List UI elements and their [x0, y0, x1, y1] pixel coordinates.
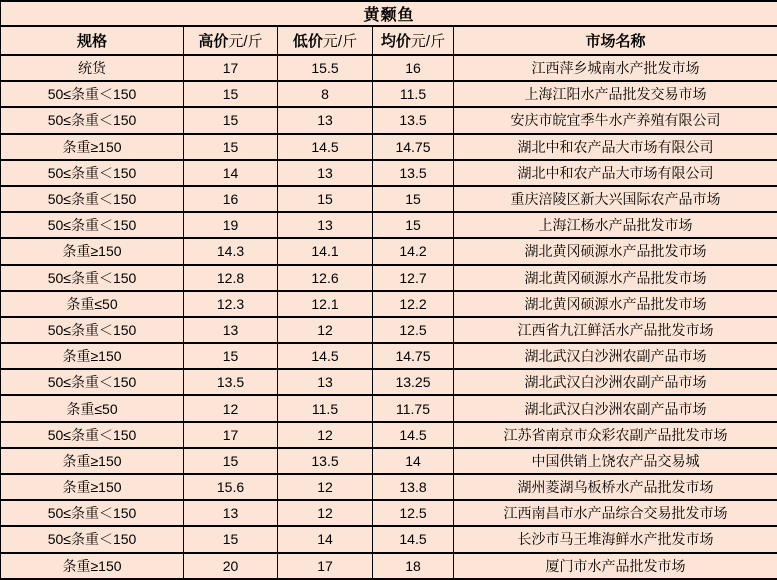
low-price-cell: 13: [278, 107, 373, 133]
column-header-spec-label: 规格: [76, 33, 107, 50]
high-price-cell: 15.6: [184, 474, 278, 500]
table-header-row: [1, 26, 777, 55]
column-header-low-price: [278, 26, 373, 55]
market-name-cell: 重庆涪陵区新大兴国际农产品市场: [454, 186, 777, 212]
low-price-cell: 13: [278, 369, 373, 395]
avg-price-cell: 14: [373, 448, 454, 474]
high-price-cell: 13: [184, 500, 278, 526]
avg-price-cell: 14.5: [373, 422, 454, 448]
column-header-avg-price-label: 均价: [380, 33, 411, 50]
low-price-cell: 14.5: [278, 343, 373, 369]
avg-price-cell: 13.5: [373, 160, 454, 186]
high-price-cell: 15: [184, 343, 278, 369]
table-row: [1, 186, 777, 212]
avg-price-cell: 16: [373, 55, 454, 81]
low-price-cell: 15: [278, 186, 373, 212]
low-price-cell: 12: [278, 317, 373, 343]
low-price-cell: 14: [278, 526, 373, 552]
market-name-cell: 上海江阳水产品批发交易市场: [454, 81, 777, 107]
table-row: [1, 265, 777, 291]
low-price-cell: 17: [278, 553, 373, 579]
spec-cell: 条重≥150: [1, 238, 184, 264]
table-row: [1, 369, 777, 395]
low-price-cell: 12.6: [278, 265, 373, 291]
avg-price-cell: 13.5: [373, 107, 454, 133]
avg-price-cell: 15: [373, 186, 454, 212]
high-price-cell: 15: [184, 134, 278, 160]
table-row: [1, 448, 777, 474]
high-price-cell: 15: [184, 448, 278, 474]
table-row: [1, 474, 777, 500]
low-price-cell: 13.5: [278, 448, 373, 474]
high-price-cell: 17: [184, 422, 278, 448]
market-name-cell: 湖北武汉白沙洲农副产品市场: [454, 395, 777, 421]
spec-cell: 条重≥150: [1, 448, 184, 474]
spec-cell: 50≤条重＜150: [1, 369, 184, 395]
spec-cell: 50≤条重＜150: [1, 265, 184, 291]
column-header-high-price-label: 高价: [198, 33, 229, 50]
table-row: [1, 317, 777, 343]
low-price-cell: 12: [278, 500, 373, 526]
column-header-high-price: [184, 26, 278, 55]
high-price-cell: 17: [184, 55, 278, 81]
table-row: [1, 291, 777, 317]
low-price-cell: 13: [278, 212, 373, 238]
low-price-cell: 12: [278, 422, 373, 448]
avg-price-cell: 15: [373, 212, 454, 238]
low-price-cell: 11.5: [278, 395, 373, 421]
table-row: [1, 160, 777, 186]
market-name-cell: 湖北中和农产品大市场有限公司: [454, 134, 777, 160]
market-name-cell: 湖北黄冈硕源水产品批发市场: [454, 291, 777, 317]
avg-price-cell: 12.7: [373, 265, 454, 291]
high-price-cell: 12.8: [184, 265, 278, 291]
market-name-cell: 湖州菱湖乌板桥水产品批发市场: [454, 474, 777, 500]
market-name-cell: 湖北武汉白沙洲农副产品市场: [454, 343, 777, 369]
table-row: [1, 526, 777, 552]
spec-cell: 统货: [1, 55, 184, 81]
spec-cell: 50≤条重＜150: [1, 500, 184, 526]
high-price-cell: 15: [184, 81, 278, 107]
low-price-cell: 8: [278, 81, 373, 107]
high-price-cell: 13: [184, 317, 278, 343]
high-price-cell: 15: [184, 526, 278, 552]
spec-cell: 50≤条重＜150: [1, 317, 184, 343]
market-name-cell: 湖北武汉白沙洲农副产品市场: [454, 369, 777, 395]
spec-cell: 条重≥150: [1, 343, 184, 369]
column-header-market-name: [454, 26, 777, 55]
column-header-avg-price: [373, 26, 454, 55]
spec-cell: 条重≥150: [1, 134, 184, 160]
column-header-avg-price-unit: 元/斤: [410, 33, 446, 50]
spec-cell: 条重≤50: [1, 395, 184, 421]
market-name-cell: 厦门市水产品批发市场: [454, 553, 777, 579]
spec-cell: 50≤条重＜150: [1, 186, 184, 212]
market-name-cell: 湖北中和农产品大市场有限公司: [454, 160, 777, 186]
table-row: [1, 343, 777, 369]
avg-price-cell: 11.5: [373, 81, 454, 107]
low-price-cell: 14.1: [278, 238, 373, 264]
table-row: [1, 107, 777, 133]
high-price-cell: 19: [184, 212, 278, 238]
column-header-low-price-unit: 元/斤: [322, 33, 358, 50]
spec-cell: 50≤条重＜150: [1, 212, 184, 238]
spec-cell: 条重≥150: [1, 553, 184, 579]
spec-cell: 条重≤50: [1, 291, 184, 317]
spec-cell: 条重≥150: [1, 474, 184, 500]
table-row: [1, 553, 777, 579]
high-price-cell: 14: [184, 160, 278, 186]
table-row: [1, 212, 777, 238]
market-name-cell: 湖北黄冈硕源水产品批发市场: [454, 265, 777, 291]
high-price-cell: 13.5: [184, 369, 278, 395]
table-row: [1, 55, 777, 81]
high-price-cell: 20: [184, 553, 278, 579]
market-name-cell: 安庆市皖宜季牛水产养殖有限公司: [454, 107, 777, 133]
market-name-cell: 上海江杨水产品批发市场: [454, 212, 777, 238]
low-price-cell: 12.1: [278, 291, 373, 317]
low-price-cell: 13: [278, 160, 373, 186]
table-body: [1, 55, 777, 579]
high-price-cell: 12: [184, 395, 278, 421]
table-title: 黄颡鱼: [1, 1, 777, 26]
avg-price-cell: 18: [373, 553, 454, 579]
column-header-spec: [1, 26, 184, 55]
avg-price-cell: 12.5: [373, 500, 454, 526]
avg-price-cell: 12.5: [373, 317, 454, 343]
low-price-cell: 14.5: [278, 134, 373, 160]
avg-price-cell: 12.2: [373, 291, 454, 317]
avg-price-cell: 14.75: [373, 343, 454, 369]
column-header-market-name-label: 市场名称: [585, 33, 646, 50]
market-name-cell: 江西萍乡城南水产批发市场: [454, 55, 777, 81]
market-name-cell: 中国供销上饶农产品交易城: [454, 448, 777, 474]
avg-price-cell: 11.75: [373, 395, 454, 421]
spec-cell: 50≤条重＜150: [1, 422, 184, 448]
avg-price-cell: 14.75: [373, 134, 454, 160]
high-price-cell: 12.3: [184, 291, 278, 317]
spec-cell: 50≤条重＜150: [1, 81, 184, 107]
avg-price-cell: 13.25: [373, 369, 454, 395]
low-price-cell: 12: [278, 474, 373, 500]
table-row: [1, 500, 777, 526]
avg-price-cell: 13.8: [373, 474, 454, 500]
high-price-cell: 15: [184, 107, 278, 133]
column-header-high-price-unit: 元/斤: [228, 33, 263, 50]
market-name-cell: 湖北黄冈硕源水产品批发市场: [454, 238, 777, 264]
table-row: [1, 81, 777, 107]
avg-price-cell: 14.2: [373, 238, 454, 264]
table-row: [1, 422, 777, 448]
market-name-cell: 长沙市马王堆海鲜水产批发市场: [454, 526, 777, 552]
table-row: [1, 238, 777, 264]
market-name-cell: 江西省九江鲜活水产品批发市场: [454, 317, 777, 343]
table-row: [1, 134, 777, 160]
spec-cell: 50≤条重＜150: [1, 107, 184, 133]
high-price-cell: 16: [184, 186, 278, 212]
table-row: [1, 395, 777, 421]
market-name-cell: 江苏省南京市众彩农副产品批发市场: [454, 422, 777, 448]
low-price-cell: 15.5: [278, 55, 373, 81]
spec-cell: 50≤条重＜150: [1, 160, 184, 186]
column-header-low-price-label: 低价: [292, 33, 323, 50]
market-name-cell: 江西南昌市水产品综合交易批发市场: [454, 500, 777, 526]
table-title-row: [1, 1, 777, 26]
avg-price-cell: 14.5: [373, 526, 454, 552]
high-price-cell: 14.3: [184, 238, 278, 264]
spec-cell: 50≤条重＜150: [1, 526, 184, 552]
